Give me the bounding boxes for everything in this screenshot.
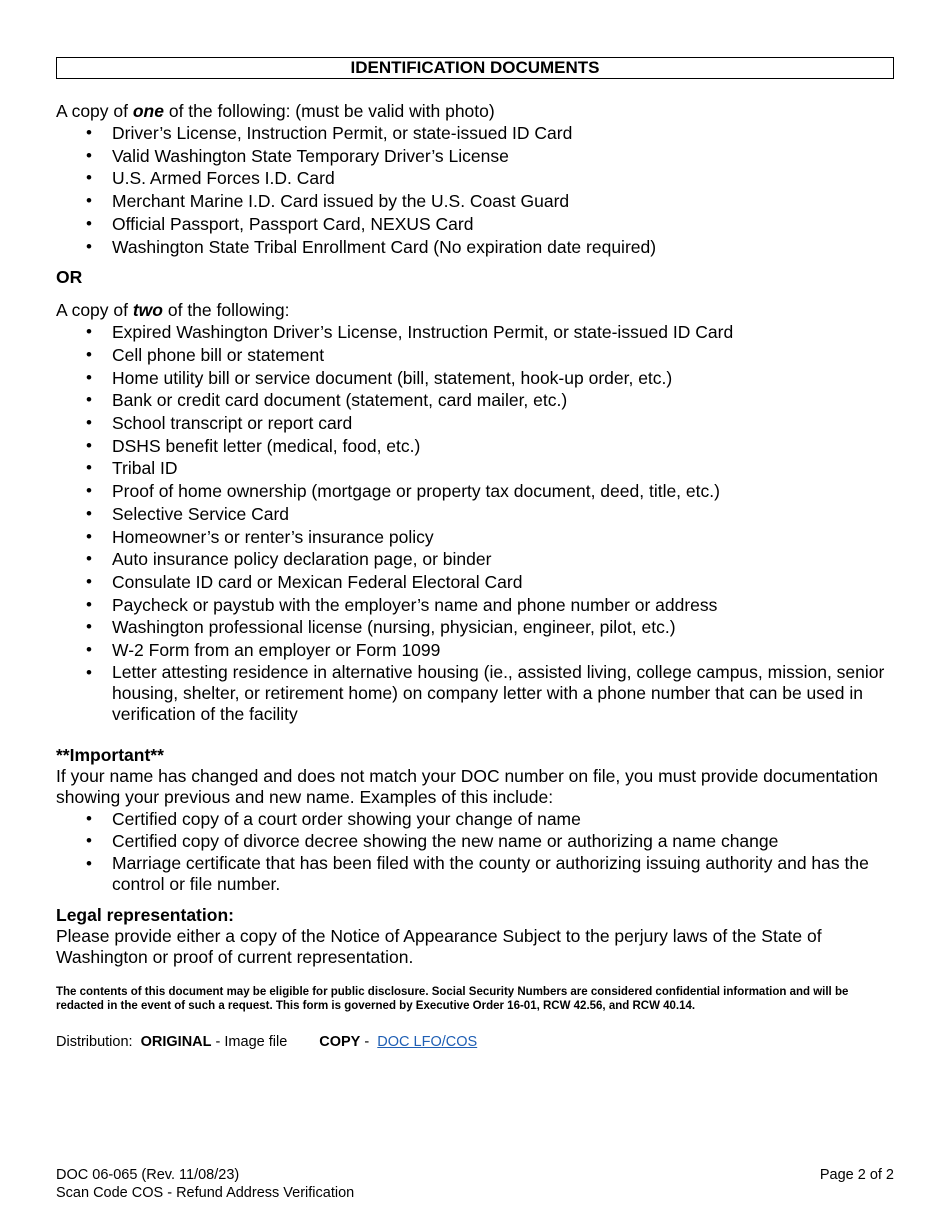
page-number: Page 2 of 2 bbox=[819, 1167, 894, 1183]
list-item: • Consulate ID card or Mexican Federal Electoral Card bbox=[56, 571, 894, 594]
one-document-list bbox=[56, 122, 894, 258]
list-item: • Cell phone bill or statement bbox=[56, 344, 894, 367]
document-page bbox=[56, 57, 894, 1051]
two-document-list bbox=[56, 321, 894, 725]
copy-link[interactable]: DOC LFO/COS bbox=[377, 1034, 478, 1051]
distribution-line bbox=[56, 1033, 894, 1051]
name-change-list bbox=[56, 808, 894, 895]
list-item: • U.S. Armed Forces I.D. Card bbox=[56, 167, 894, 190]
two-intro-prefix: A copy of bbox=[56, 300, 133, 321]
list-item: • Merchant Marine I.D. Card issued by the U.S. Coast Guard bbox=[56, 190, 894, 213]
legal-heading: Legal representation: bbox=[56, 905, 234, 926]
disclosure-notice: The contents of this document may be eligible for public disclosure. Social Security Numbers are considered confidential information and will be redacted in the event of such a request. This form is governed by Executive Order 16-01, RCW 42.56, and RCW 40.14. bbox=[56, 986, 849, 1013]
list-item: • Certified copy of a court order showing your change of name bbox=[56, 808, 894, 831]
original-value: - Image file bbox=[211, 1034, 288, 1051]
two-intro bbox=[56, 300, 894, 321]
list-item: • Selective Service Card bbox=[56, 503, 894, 526]
footer-left bbox=[56, 1166, 354, 1202]
one-intro-prefix: A copy of bbox=[56, 101, 133, 121]
list-item: • W-2 Form from an employer or Form 1099 bbox=[56, 639, 894, 662]
list-item: • Letter attesting residence in alternative housing (ie., assisted living, college campus, mission, senior housing, shelter, or retirement home) on company letter with a phone number that can be used in verification of the facility bbox=[56, 662, 894, 725]
one-intro-emph: one bbox=[132, 101, 164, 121]
legal-text: Please provide either a copy of the Notice of Appearance Subject to the perjury laws of the State of Washington or proof of current representation. bbox=[56, 926, 822, 968]
list-item: • DSHS benefit letter (medical, food, etc.) bbox=[56, 435, 894, 458]
original-label: ORIGINAL bbox=[140, 1034, 212, 1051]
list-item: • Tribal ID bbox=[56, 457, 894, 480]
list-item: • Auto insurance policy declaration page, or binder bbox=[56, 548, 894, 571]
list-item: • Marriage certificate that has been filed with the county or authorizing issuing authority and has the control or file number. bbox=[56, 853, 894, 895]
two-intro-suffix: of the following: bbox=[163, 300, 290, 321]
two-intro-emph: two bbox=[132, 300, 163, 321]
form-number: DOC 06-065 (Rev. 11/08/23) bbox=[56, 1167, 240, 1183]
list-item: • Proof of home ownership (mortgage or property tax document, deed, title, etc.) bbox=[56, 480, 894, 503]
distribution-label: Distribution: bbox=[56, 1034, 133, 1051]
list-item: • Homeowner’s or renter’s insurance policy bbox=[56, 526, 894, 549]
or-label: OR bbox=[56, 267, 83, 288]
list-item: • Washington professional license (nursing, physician, engineer, pilot, etc.) bbox=[56, 616, 894, 639]
section-title: IDENTIFICATION DOCUMENTS bbox=[56, 57, 894, 79]
important-text: If your name has changed and does not match your DOC number on file, you must provide documentation showing your previous and new name. Examples of this include: bbox=[56, 765, 878, 807]
copy-separator: - bbox=[360, 1034, 374, 1051]
scan-code: Scan Code COS - Refund Address Verification bbox=[56, 1185, 355, 1201]
list-item: • Expired Washington Driver’s License, Instruction Permit, or state-issued ID Card bbox=[56, 321, 894, 344]
list-item: • Home utility bill or service document (bill, statement, hook-up order, etc.) bbox=[56, 367, 894, 390]
list-item: • School transcript or report card bbox=[56, 412, 894, 435]
list-item: • Valid Washington State Temporary Driver’s License bbox=[56, 145, 894, 168]
list-item: • Certified copy of divorce decree showing the new name or authorizing a name change bbox=[56, 830, 894, 853]
list-item: • Washington State Tribal Enrollment Card (No expiration date required) bbox=[56, 236, 894, 259]
one-intro bbox=[56, 101, 894, 122]
list-item: • Official Passport, Passport Card, NEXUS Card bbox=[56, 213, 894, 236]
one-intro-suffix: of the following: (must be valid with photo) bbox=[163, 101, 495, 121]
copy-label: COPY bbox=[319, 1034, 361, 1051]
list-item: • Paycheck or paystub with the employer’s name and phone number or address bbox=[56, 594, 894, 617]
important-heading: **Important** bbox=[56, 744, 164, 765]
list-item: • Driver’s License, Instruction Permit, or state-issued ID Card bbox=[56, 122, 894, 145]
list-item: • Bank or credit card document (statement, card mailer, etc.) bbox=[56, 389, 894, 412]
